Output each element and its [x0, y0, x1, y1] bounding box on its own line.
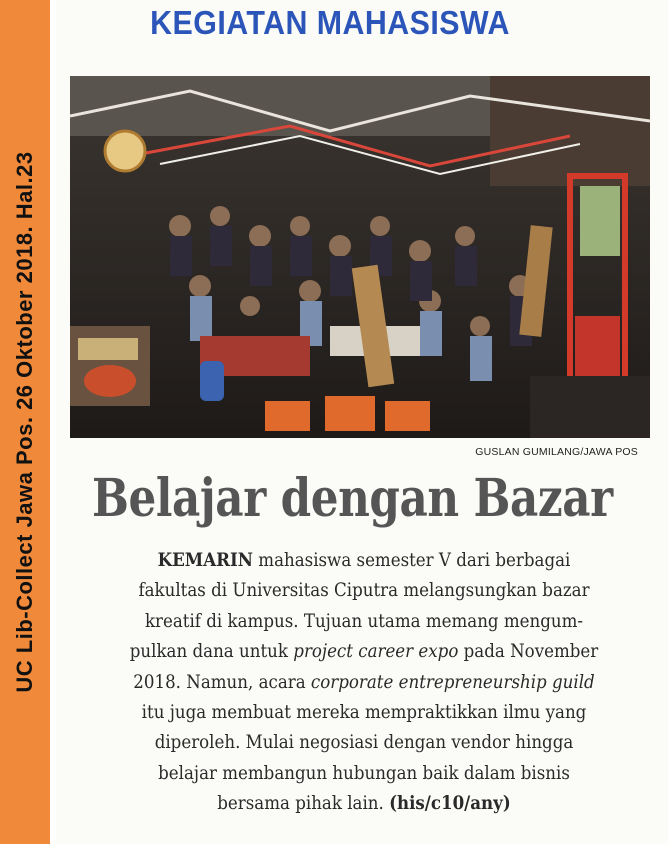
text-run: pada November: [458, 641, 599, 663]
article-line: fakultas di Universitas Ciputra melangsungkan bazar: [138, 580, 590, 602]
article-line: belajar membangun hubungan baik dalam bisnis: [158, 762, 570, 784]
photo-credit: GUSLAN GUMILANG/JAWA POS: [475, 446, 638, 458]
article-line: diperoleh. Mulai negosiasi dengan vendor hingga: [154, 732, 574, 754]
text-run: mahasiswa semester V dari berbagai: [252, 550, 571, 571]
italic-term: project career expo: [293, 641, 459, 663]
italic-term: corporate entrepreneurship guild: [310, 671, 595, 693]
article-line: [112, 546, 616, 576]
section-rubric: KEGIATAN MAHASISWA: [150, 4, 510, 41]
article-line: itu juga membuat mereka mempraktikkan ilmu yang: [141, 702, 587, 724]
archive-label: UC Lib-Collect Jawa Pos. 26 Oktober 2018. Hal.23: [12, 151, 37, 693]
article-line: [112, 637, 616, 667]
article-headline: Belajar dengan Bazar: [92, 468, 613, 529]
bazaar-crowd-photo: [70, 76, 650, 438]
article-line: kreatif di kampus. Tujuan utama memang mengum-: [144, 610, 584, 632]
text-run: pulkan dana untuk: [129, 641, 294, 663]
author-signature: (his/c10/any): [389, 793, 511, 815]
article-body: [84, 546, 644, 820]
text-run: 2018. Namun, acara: [133, 671, 311, 693]
article-line: [112, 668, 616, 698]
lead-word: KEMARIN: [157, 550, 253, 571]
text-run: bersama pihak lain.: [217, 793, 390, 815]
article-line: [112, 789, 616, 819]
side-strip: [0, 0, 50, 844]
